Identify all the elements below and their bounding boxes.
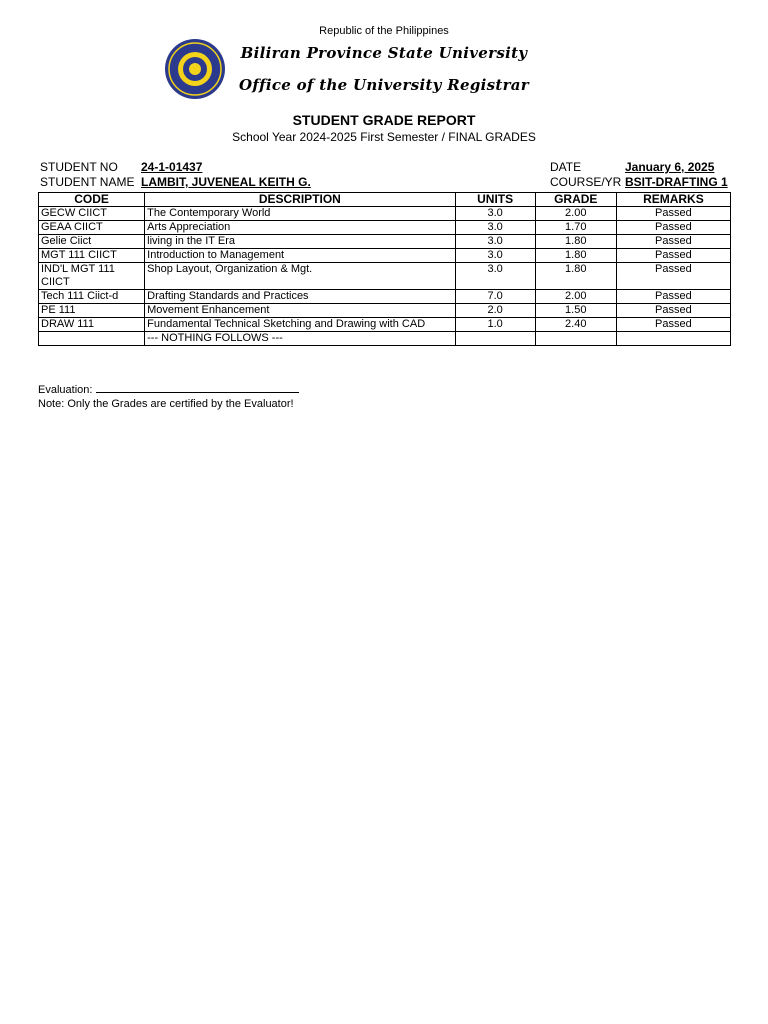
cell-remarks: Passed <box>616 290 730 304</box>
report-subtitle: School Year 2024-2025 First Semester / FINAL GRADES <box>232 130 536 144</box>
cell-units: 3.0 <box>455 221 535 235</box>
course-value: BSIT-DRAFTING 1 <box>625 175 728 189</box>
student-name-value: LAMBIT, JUVENEAL KEITH G. <box>141 175 311 189</box>
cell-description: Movement Enhancement <box>145 304 455 318</box>
cell-grade: 1.80 <box>535 235 616 249</box>
cell-code: PE 111 <box>39 304 145 318</box>
cell-remarks: Passed <box>616 318 730 332</box>
cell-description: Shop Layout, Organization & Mgt. <box>145 263 455 290</box>
cell-grade: 2.00 <box>535 290 616 304</box>
cell-grade: 2.40 <box>535 318 616 332</box>
cell-remarks: Passed <box>616 263 730 290</box>
evaluation-signature-line <box>96 382 299 393</box>
cell-remarks: Passed <box>616 207 730 221</box>
cell-empty <box>535 332 616 346</box>
cell-units: 3.0 <box>455 249 535 263</box>
cell-empty <box>39 332 145 346</box>
evaluation-label: Evaluation: <box>38 384 93 396</box>
cell-code: GEAA CIICT <box>39 221 145 235</box>
cell-grade: 1.80 <box>535 263 616 290</box>
table-row <box>39 290 731 304</box>
header-grade: GRADE <box>535 193 616 207</box>
student-no-value: 24-1-01437 <box>141 160 203 174</box>
cell-description: Arts Appreciation <box>145 221 455 235</box>
cell-code: IND'L MGT 111 CIICT <box>39 263 145 290</box>
cell-remarks: Passed <box>616 221 730 235</box>
report-title: STUDENT GRADE REPORT <box>292 112 476 128</box>
cell-units: 1.0 <box>455 318 535 332</box>
course-label: COURSE/YR <box>550 175 622 189</box>
table-footer-row <box>39 332 731 346</box>
cell-empty <box>455 332 535 346</box>
table-row <box>39 263 731 290</box>
cell-description: The Contemporary World <box>145 207 455 221</box>
table-row <box>39 249 731 263</box>
cell-code: DRAW 111 <box>39 318 145 332</box>
university-name: Biliran Province State University <box>240 44 528 62</box>
table-row <box>39 235 731 249</box>
cell-code: Tech 111 Ciict-d <box>39 290 145 304</box>
office-name: Office of the University Registrar <box>239 76 529 94</box>
cell-units: 3.0 <box>455 263 535 290</box>
date-value: January 6, 2025 <box>625 160 715 174</box>
table-header-row <box>39 193 731 207</box>
cell-units: 3.0 <box>455 207 535 221</box>
date-label: DATE <box>550 160 582 174</box>
cell-code: MGT 111 CIICT <box>39 249 145 263</box>
cell-remarks: Passed <box>616 304 730 318</box>
cell-description: Drafting Standards and Practices <box>145 290 455 304</box>
document-header <box>0 24 768 94</box>
cell-grade: 1.70 <box>535 221 616 235</box>
cell-code: Gelie Ciict <box>39 235 145 249</box>
cell-description: Fundamental Technical Sketching and Drawing with CAD <box>145 318 455 332</box>
header-units: UNITS <box>455 193 535 207</box>
cell-units: 7.0 <box>455 290 535 304</box>
evaluation-section <box>38 382 299 411</box>
header-description: DESCRIPTION <box>145 193 455 207</box>
header-code: CODE <box>39 193 145 207</box>
table-row <box>39 221 731 235</box>
cell-remarks: Passed <box>616 235 730 249</box>
cell-units: 3.0 <box>455 235 535 249</box>
cell-units: 2.0 <box>455 304 535 318</box>
cell-grade: 2.00 <box>535 207 616 221</box>
table-row <box>39 318 731 332</box>
student-no-label: STUDENT NO <box>40 160 118 174</box>
table-row <box>39 207 731 221</box>
cell-description: Introduction to Management <box>145 249 455 263</box>
cell-code: GECW CIICT <box>39 207 145 221</box>
cell-grade: 1.50 <box>535 304 616 318</box>
student-name-label: STUDENT NAME <box>40 175 135 189</box>
table-row <box>39 304 731 318</box>
nothing-follows-text: --- NOTHING FOLLOWS --- <box>145 332 455 346</box>
republic-text: Republic of the Philippines <box>319 25 449 37</box>
grades-table <box>38 192 731 346</box>
cell-empty <box>616 332 730 346</box>
header-remarks: REMARKS <box>616 193 730 207</box>
cell-remarks: Passed <box>616 249 730 263</box>
evaluation-note: Note: Only the Grades are certified by the Evaluator! <box>38 398 294 410</box>
cell-grade: 1.80 <box>535 249 616 263</box>
cell-description: living in the IT Era <box>145 235 455 249</box>
